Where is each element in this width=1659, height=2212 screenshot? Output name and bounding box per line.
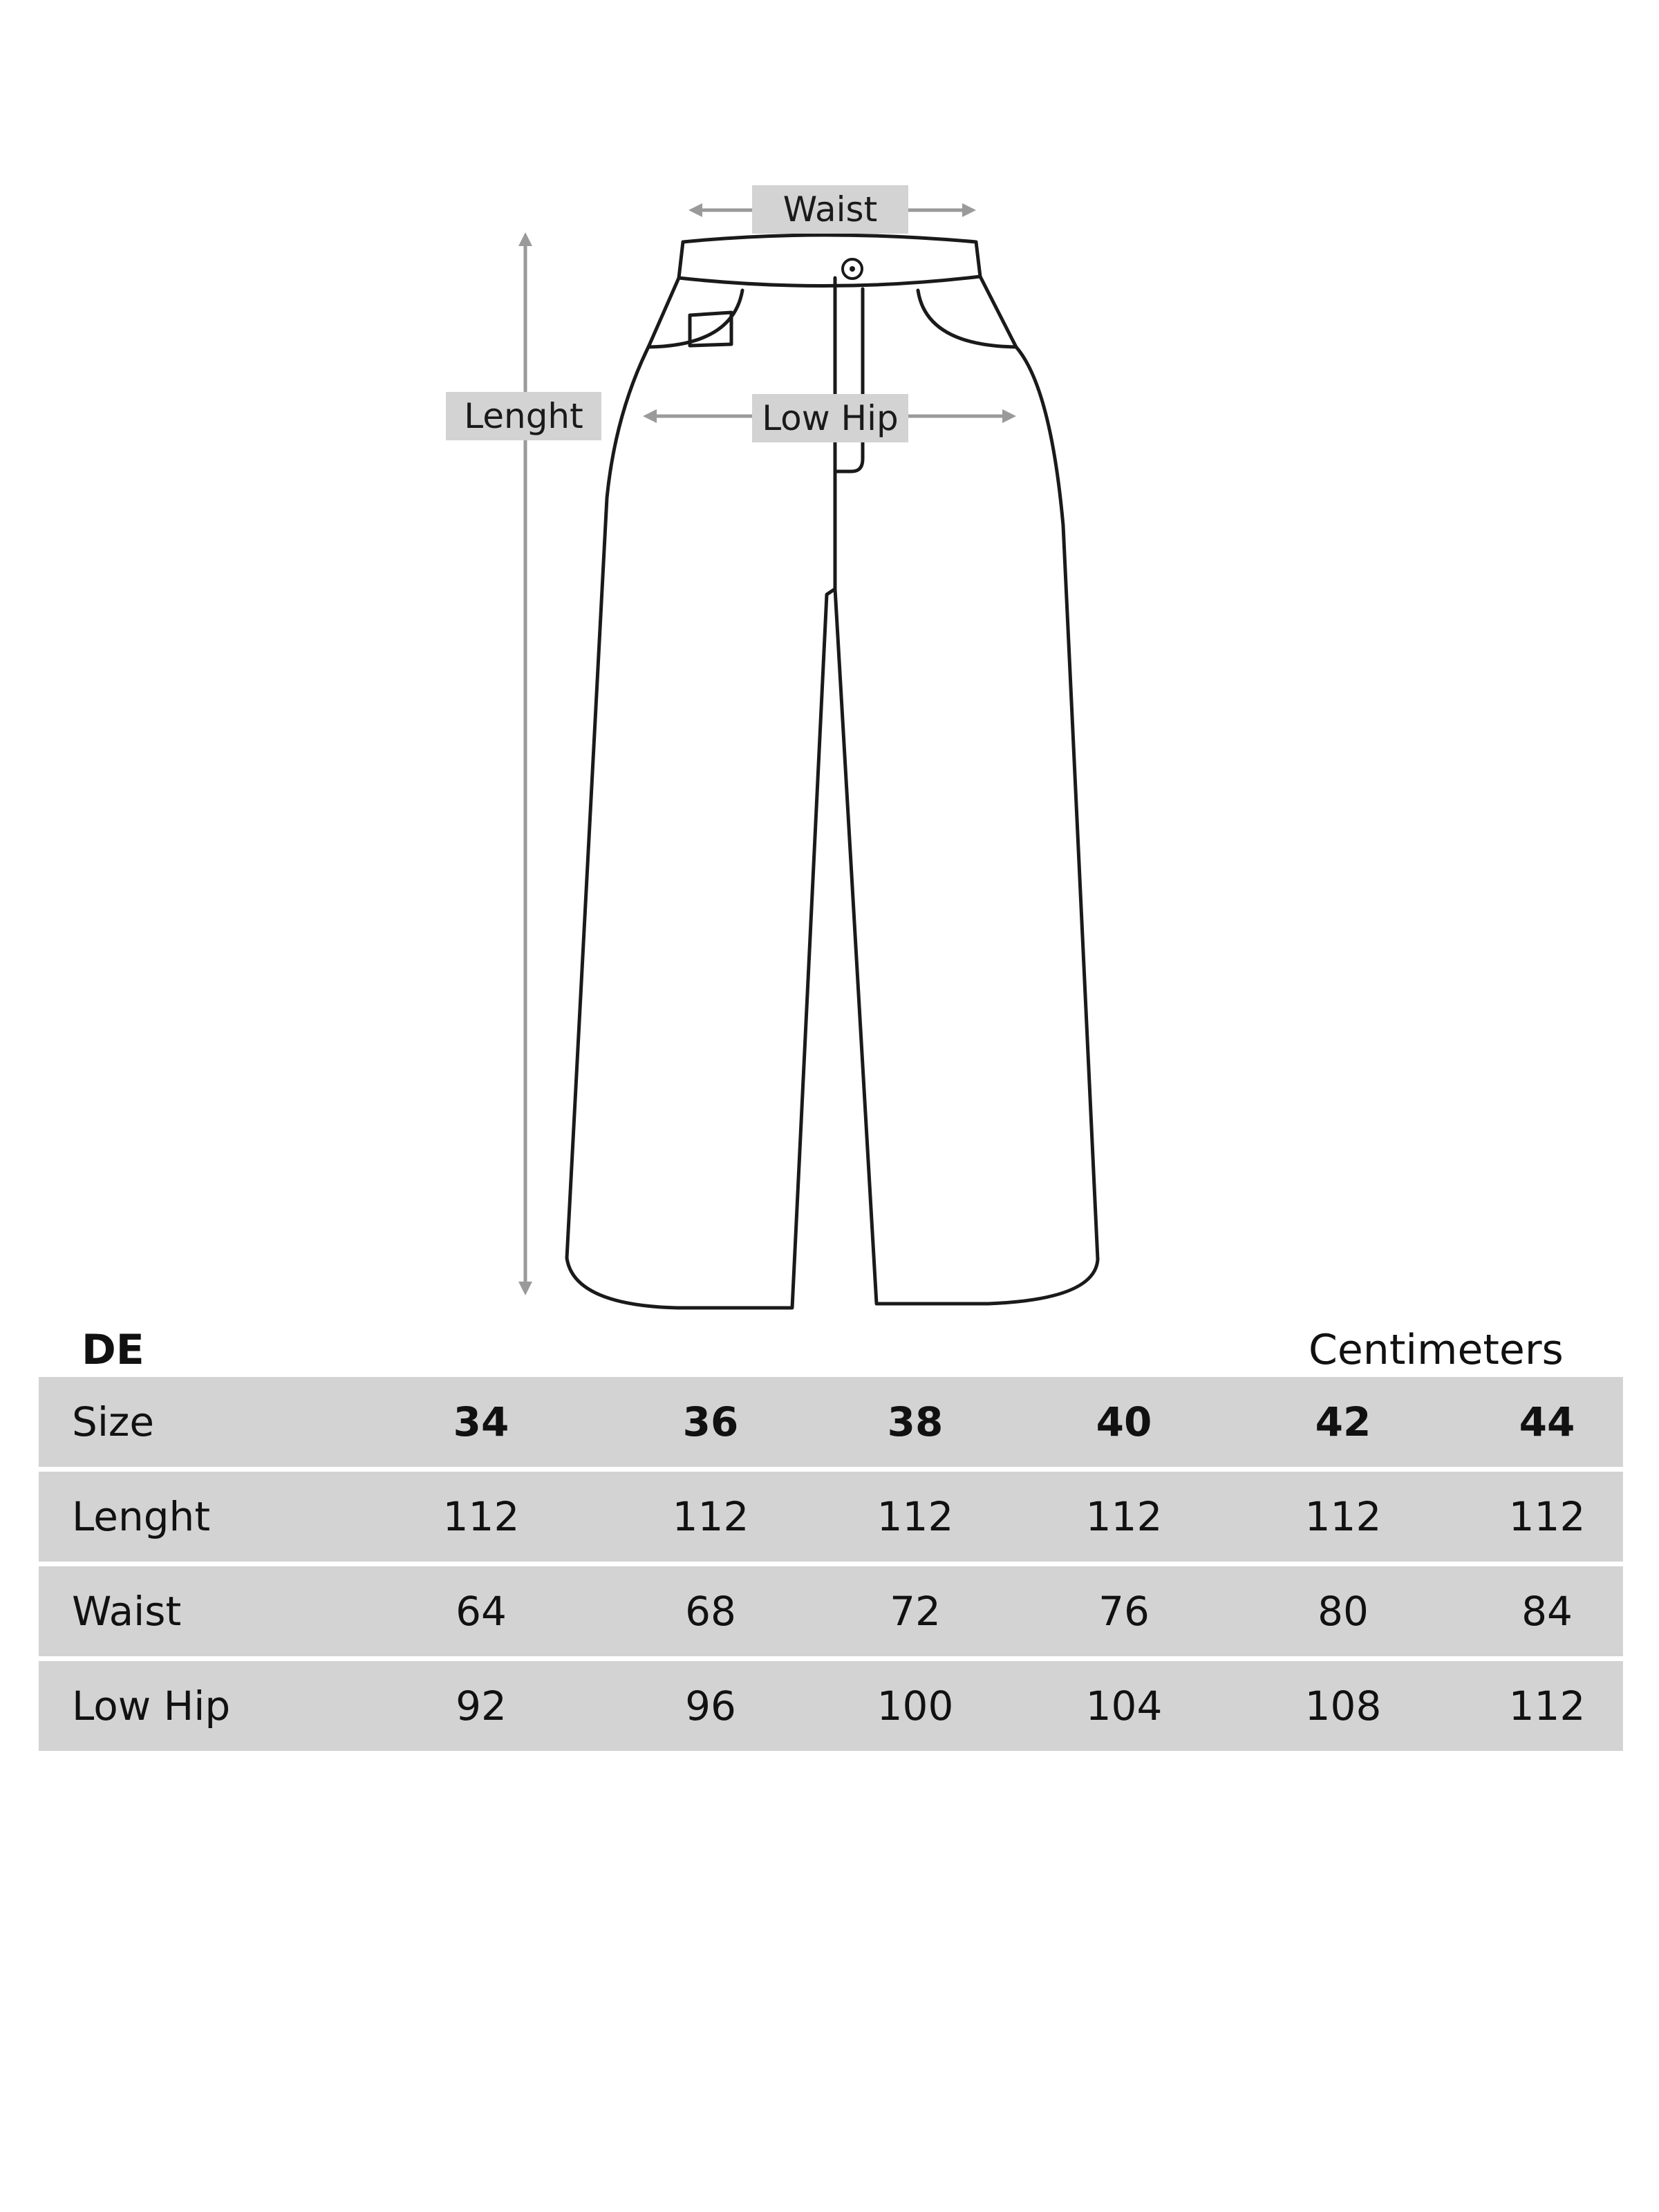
table-cell: 112 xyxy=(1304,1493,1382,1540)
waist-label: Waist xyxy=(752,185,908,234)
length-label: Lenght xyxy=(446,392,601,440)
low-hip-label: Low Hip xyxy=(752,394,908,442)
table-row-low-hip xyxy=(39,1661,1623,1751)
size-header-cell: 40 xyxy=(1096,1398,1152,1445)
row-label: Low Hip xyxy=(72,1683,231,1730)
table-cell: 76 xyxy=(1098,1588,1150,1635)
size-header-cell: 44 xyxy=(1519,1398,1575,1445)
size-header-cell: 42 xyxy=(1315,1398,1371,1445)
table-cell: 112 xyxy=(672,1493,749,1540)
table-row-waist xyxy=(39,1566,1623,1656)
table-cell: 84 xyxy=(1521,1588,1573,1635)
table-cell: 64 xyxy=(456,1588,507,1635)
unit-label: Centimeters xyxy=(1309,1326,1564,1374)
waistband xyxy=(679,235,980,286)
table-cell: 112 xyxy=(877,1493,954,1540)
table-cell: 80 xyxy=(1318,1588,1369,1635)
table-cell: 72 xyxy=(890,1588,941,1635)
row-label: Waist xyxy=(72,1588,182,1635)
header-label: Size xyxy=(72,1398,155,1445)
fly-stitch xyxy=(836,289,863,471)
size-chart-table xyxy=(39,1377,1623,1756)
table-cell: 92 xyxy=(456,1683,507,1730)
size-header-cell: 36 xyxy=(682,1398,739,1445)
table-cell: 112 xyxy=(1508,1493,1586,1540)
button-center xyxy=(850,266,855,272)
size-header-cell: 34 xyxy=(453,1398,509,1445)
table-header-row xyxy=(39,1377,1623,1467)
table-cell: 112 xyxy=(442,1493,520,1540)
table-cell: 112 xyxy=(1508,1683,1586,1730)
table-cell: 112 xyxy=(1085,1493,1163,1540)
table-row-length xyxy=(39,1472,1623,1562)
table-cell: 100 xyxy=(877,1683,954,1730)
row-label: Lenght xyxy=(72,1493,211,1540)
size-header-cell: 38 xyxy=(887,1398,944,1445)
table-cell: 68 xyxy=(685,1588,736,1635)
table-cell: 108 xyxy=(1304,1683,1382,1730)
table-cell: 104 xyxy=(1085,1683,1163,1730)
region-label: DE xyxy=(82,1326,144,1374)
table-cell: 96 xyxy=(685,1683,736,1730)
